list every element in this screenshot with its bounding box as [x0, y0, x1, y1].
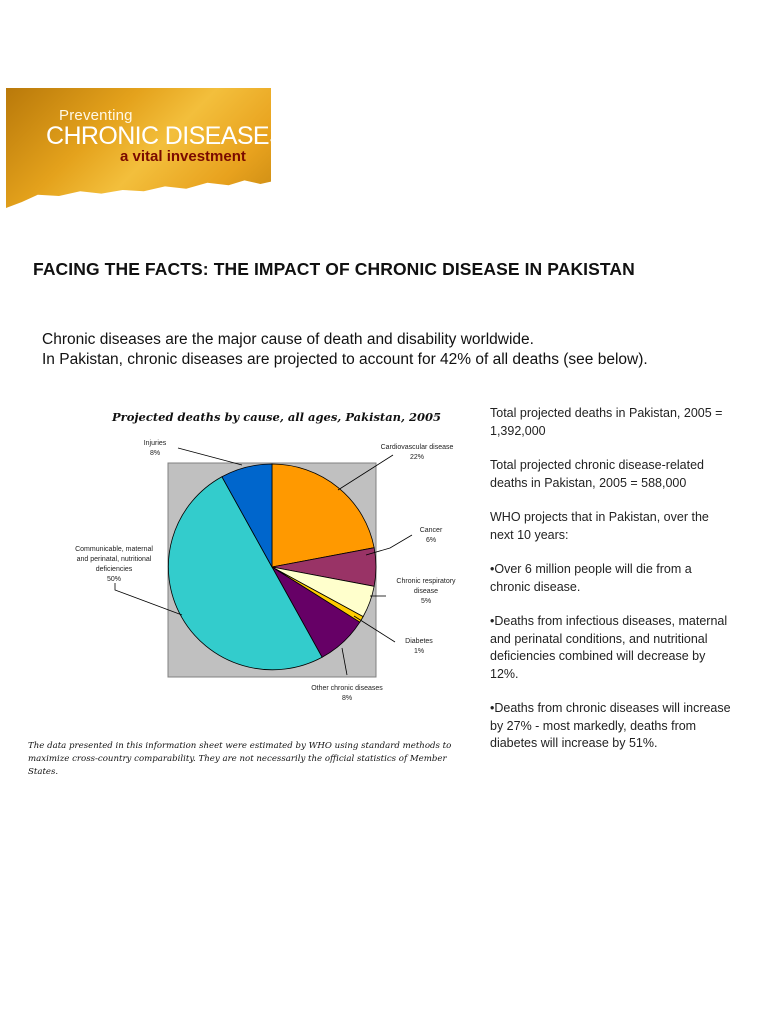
page-title: FACING THE FACTS: THE IMPACT OF CHRONIC DISEASE IN PAKISTAN — [33, 259, 635, 279]
intro-line-2: In Pakistan, chronic diseases are projected to account for 42% of all deaths (see below). — [42, 351, 648, 368]
slice-label: Communicable, maternal and perinatal, nutritional deficiencies 50% — [75, 546, 153, 583]
chart-title: Projected deaths by cause, all ages, Pakistan, 2005 — [112, 410, 442, 424]
slice-label: Diabetes 1% — [405, 638, 433, 655]
logo-text-vital-investment: a vital investment — [120, 148, 246, 165]
logo-text-chronic-diseases: CHRONIC DISEASES — [46, 122, 286, 150]
fact-projection-intro: WHO projects that in Pakistan, over the next 10 years: — [490, 510, 709, 542]
intro-line-1: Chronic diseases are the major cause of death and disability worldwide. — [42, 331, 534, 348]
slice-label: Other chronic diseases 8% — [311, 685, 383, 702]
slice-label: Injuries 8% — [143, 440, 167, 457]
logo-text-preventing: Preventing — [59, 107, 133, 124]
facts-sidebar — [490, 405, 735, 770]
bullet-infectious-decrease: •Deaths from infectious diseases, maternal and perinatal conditions, and nutritional deficiencies combined will decrease by 12%. — [490, 614, 728, 681]
fact-chronic-deaths: Total projected chronic disease-related deaths in Pakistan, 2005 = 588,000 — [490, 458, 705, 490]
pie-chart — [0, 0, 480, 740]
pie-slices — [168, 464, 376, 670]
fact-total-deaths: Total projected deaths in Pakistan, 2005 = 1,392,000 — [490, 406, 723, 438]
leader-line — [178, 448, 242, 465]
bullet-chronic-increase: •Deaths from chronic diseases will increase by 27% - most markedly, deaths from diabetes will increase by 51%. — [490, 701, 731, 750]
slice-label: Cardiovascular disease 22% — [380, 444, 454, 461]
slice-label: Cancer 6% — [419, 527, 443, 544]
data-disclaimer-note: The data presented in this information sheet were estimated by WHO using standard methods to maximize cross-country comparability. They are not necessarily the official statistics of Member States. — [28, 741, 452, 777]
bullet-six-million: •Over 6 million people will die from a chronic disease. — [490, 562, 692, 594]
slice-label: Chronic respiratory disease 5% — [396, 578, 456, 605]
